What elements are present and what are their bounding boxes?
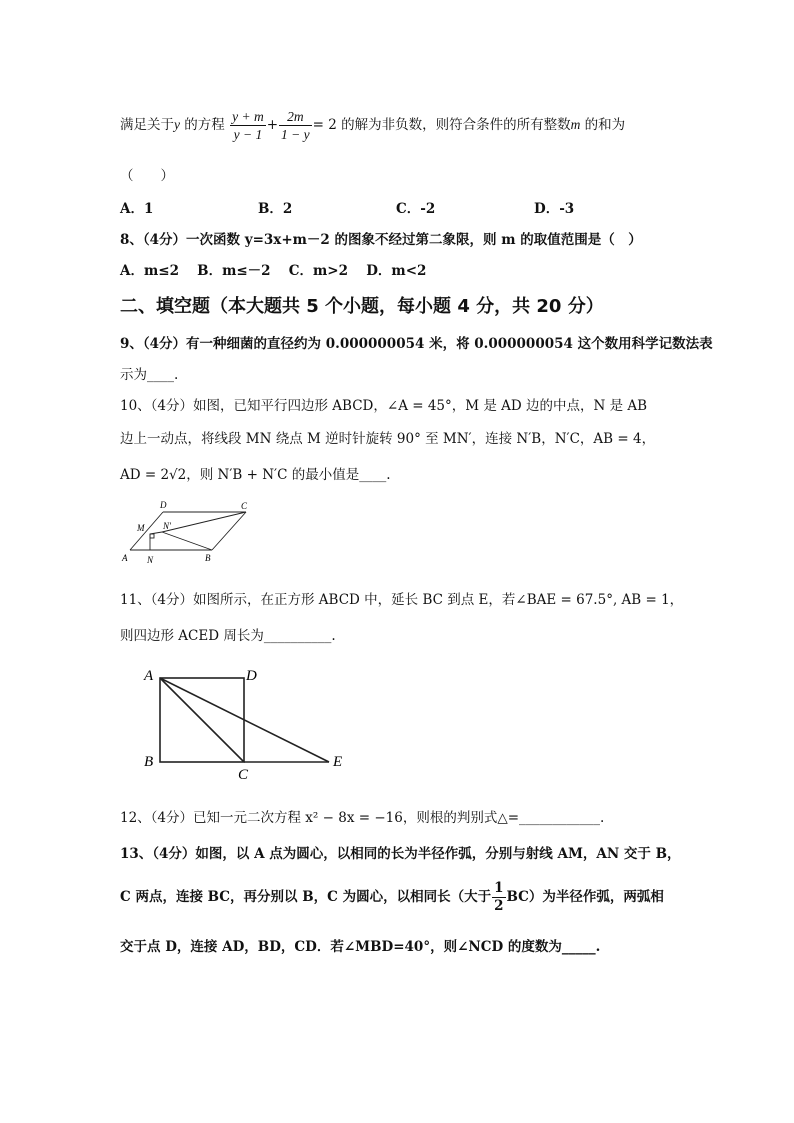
equals-two: = 2 — [312, 117, 337, 133]
q11-label-d: D — [246, 668, 257, 684]
q7-option-d: D．-3 — [534, 201, 575, 217]
fraction-1 — [230, 108, 266, 143]
section-fill-in-heading: 二、填空题（本大题共 5 个小题，每小题 4 分，共 20 分） — [120, 296, 604, 317]
q7-text-mid: 的方程 — [180, 117, 225, 133]
fraction-half — [492, 880, 505, 915]
q9-line1: 9、（4分）有一种细菌的直径约为 0.000000054 米，将 0.000000054 这个数用科学记数法表 — [120, 336, 713, 352]
fraction-half-denominator: 2 — [494, 898, 504, 914]
q10-line3: AD = 2√2，则 N′B + N′C 的最小值是____. — [120, 467, 391, 483]
q9-line2: 示为____. — [120, 367, 179, 383]
fraction-2-denominator: 1 − y — [281, 127, 310, 142]
q7-text-suffix: 的解为非负数，则符合条件的所有整数 — [336, 117, 571, 133]
q13-line2-part2: BC）为半径作弧，两弧相 — [506, 889, 664, 905]
q10-label-b: B — [205, 553, 211, 563]
q10-label-c: C — [241, 501, 248, 511]
q7-option-a: A．1 — [120, 201, 154, 217]
q11-line1: 11、（4分）如图所示，在正方形 ABCD 中，延长 BC 到点 E，若∠BAE = 67.5°, AB = 1， — [120, 592, 684, 608]
q10-label-n-prime: N′ — [163, 521, 171, 531]
q8-stem: 8、（4分）一次函数 y=3x+m－2 的图象不经过第二象限，则 m 的取值范围是（ ） — [120, 232, 642, 248]
fraction-2 — [279, 108, 312, 143]
q10-line2: 边上一动点，将线段 MN 绕点 M 逆时针旋转 90° 至 MN′，连接 N′B，N′C，AB = 4， — [120, 431, 656, 447]
q13-line1: 13、（4分）如图，以 A 点为圆心，以相同的长为半径作弧，分别与射线 AM，AN 交于 B， — [120, 846, 681, 862]
q8-options: A．m≤2 B．m≤－2 C．m>2 D．m<2 — [120, 263, 427, 279]
q7-stem — [120, 108, 625, 143]
var-y: y — [174, 117, 180, 132]
q7-text-suffix2: 的和为 — [580, 117, 626, 133]
q13-line2 — [120, 880, 664, 915]
q13-line3: 交于点 D，连接 AD，BD，CD．若∠MBD=40°，则∠NCD 的度数为_____. — [120, 939, 601, 955]
q7-text-prefix: 满足关于 — [120, 117, 174, 133]
q7-answer-paren: （ ） — [120, 168, 174, 184]
q10-label-d: D — [160, 500, 167, 510]
q7-option-c: C．-2 — [396, 201, 436, 217]
q10-parallelogram-figure — [120, 498, 265, 570]
q11-square-figure — [130, 660, 360, 785]
fraction-half-numerator: 1 — [494, 880, 504, 896]
fraction-2-numerator: 2m — [279, 108, 312, 126]
plus-sign: + — [266, 117, 279, 133]
q11-label-e: E — [333, 754, 343, 770]
q7-option-b: B．2 — [258, 201, 293, 217]
q13-line2-part1: C 两点，连接 BC，再分别以 B，C 为圆心，以相同长（大于 — [120, 889, 492, 905]
q12-line1: 12、（4分）已知一元二次方程 x² − 8x = −16，则根的判别式△=____________. — [120, 810, 605, 826]
q11-label-b: B — [144, 754, 154, 770]
q11-label-c: C — [238, 767, 249, 783]
q10-line1: 10、（4分）如图，已知平行四边形 ABCD，∠A = 45°，M 是 AD 边的中点，N 是 AB — [120, 398, 648, 414]
fraction-1-numerator: y + m — [232, 109, 264, 124]
var-m: m — [570, 117, 581, 132]
q10-label-n: N — [147, 555, 154, 565]
q10-label-m: M — [137, 523, 145, 533]
q11-label-a: A — [144, 668, 154, 684]
q10-label-a: A — [122, 553, 128, 563]
fraction-1-denominator: y − 1 — [233, 127, 263, 142]
q11-line2: 则四边形 ACED 周长为__________. — [120, 628, 336, 644]
